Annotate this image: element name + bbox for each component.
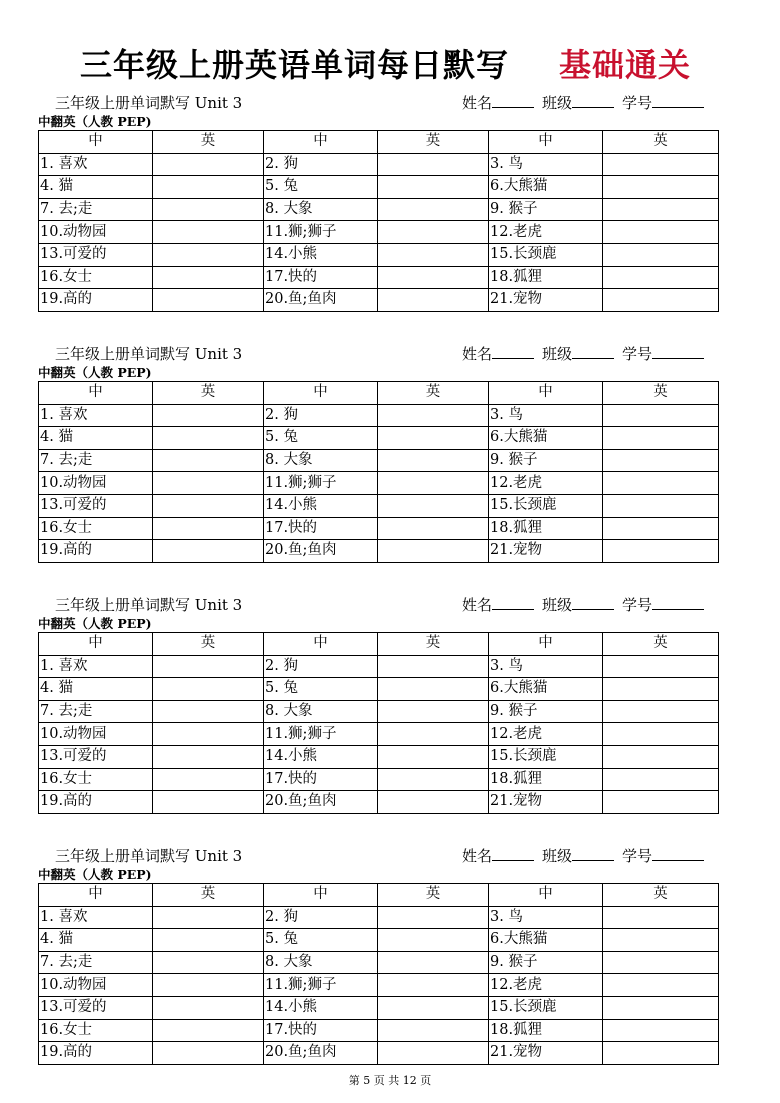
- column-header: 中: [39, 131, 153, 154]
- table-row: [39, 266, 719, 289]
- english-answer-cell[interactable]: [378, 517, 489, 540]
- chinese-word-cell: 4. 猫: [39, 929, 153, 952]
- worksheet-section: [38, 92, 718, 312]
- english-answer-cell[interactable]: [378, 221, 489, 244]
- column-header: 中: [39, 884, 153, 907]
- chinese-word-cell: 17.快的: [264, 517, 378, 540]
- table-row: [39, 472, 719, 495]
- chinese-word-cell: 13.可爱的: [39, 494, 153, 517]
- table-row: [39, 906, 719, 929]
- table-header-row: [39, 131, 719, 154]
- table-row: [39, 153, 719, 176]
- english-answer-cell[interactable]: [603, 655, 719, 678]
- english-answer-cell[interactable]: [378, 472, 489, 495]
- english-answer-cell[interactable]: [378, 449, 489, 472]
- table-header-row: [39, 633, 719, 656]
- english-answer-cell[interactable]: [603, 723, 719, 746]
- chinese-word-cell: 14.小熊: [264, 494, 378, 517]
- english-answer-cell[interactable]: [603, 176, 719, 199]
- table-row: [39, 1019, 719, 1042]
- english-answer-cell[interactable]: [603, 517, 719, 540]
- chinese-word-cell: 16.女士: [39, 1019, 153, 1042]
- table-header-row: [39, 382, 719, 405]
- chinese-word-cell: 11.狮;狮子: [264, 723, 378, 746]
- chinese-word-cell: 2. 狗: [264, 153, 378, 176]
- chinese-word-cell: 12.老虎: [489, 221, 603, 244]
- chinese-word-cell: 13.可爱的: [39, 243, 153, 266]
- english-answer-cell[interactable]: [378, 906, 489, 929]
- table-row: [39, 427, 719, 450]
- chinese-word-cell: 18.狐狸: [489, 1019, 603, 1042]
- english-answer-cell[interactable]: [603, 472, 719, 495]
- section-subtitle: 中翻英（人教 PEP): [38, 616, 152, 631]
- chinese-word-cell: 6.大熊猫: [489, 176, 603, 199]
- column-header: 中: [264, 633, 378, 656]
- chinese-word-cell: 14.小熊: [264, 745, 378, 768]
- english-answer-cell[interactable]: [603, 289, 719, 312]
- english-answer-cell[interactable]: [603, 1042, 719, 1065]
- chinese-word-cell: 17.快的: [264, 266, 378, 289]
- chinese-word-cell: 9. 猴子: [489, 198, 603, 221]
- student-info-fields: [462, 594, 704, 615]
- worksheet-section: [38, 343, 718, 563]
- section-header: [38, 594, 718, 616]
- english-answer-cell[interactable]: [153, 198, 264, 221]
- chinese-word-cell: 1. 喜欢: [39, 404, 153, 427]
- chinese-word-cell: 15.长颈鹿: [489, 745, 603, 768]
- english-answer-cell[interactable]: [378, 655, 489, 678]
- english-answer-cell[interactable]: [603, 745, 719, 768]
- section-header: [38, 845, 718, 867]
- chinese-word-cell: 9. 猴子: [489, 951, 603, 974]
- name-field[interactable]: [492, 93, 534, 108]
- english-answer-cell[interactable]: [153, 723, 264, 746]
- english-answer-cell[interactable]: [153, 1019, 264, 1042]
- class-label: 班级: [542, 847, 573, 865]
- chinese-word-cell: 18.狐狸: [489, 517, 603, 540]
- column-header: 英: [378, 633, 489, 656]
- english-answer-cell[interactable]: [378, 700, 489, 723]
- english-answer-cell[interactable]: [603, 221, 719, 244]
- english-answer-cell[interactable]: [378, 153, 489, 176]
- english-answer-cell[interactable]: [378, 951, 489, 974]
- chinese-word-cell: 15.长颈鹿: [489, 243, 603, 266]
- english-answer-cell[interactable]: [603, 404, 719, 427]
- chinese-word-cell: 13.可爱的: [39, 745, 153, 768]
- english-answer-cell[interactable]: [153, 791, 264, 814]
- chinese-word-cell: 15.长颈鹿: [489, 996, 603, 1019]
- column-header: 英: [153, 131, 264, 154]
- english-answer-cell[interactable]: [153, 996, 264, 1019]
- english-answer-cell[interactable]: [153, 449, 264, 472]
- chinese-word-cell: 9. 猴子: [489, 700, 603, 723]
- column-header: 中: [39, 382, 153, 405]
- english-answer-cell[interactable]: [153, 540, 264, 563]
- table-row: [39, 198, 719, 221]
- table-header-row: [39, 884, 719, 907]
- section-subtitle: 中翻英（人教 PEP): [38, 365, 152, 380]
- english-answer-cell[interactable]: [378, 266, 489, 289]
- english-answer-cell[interactable]: [378, 494, 489, 517]
- column-header: 中: [264, 131, 378, 154]
- chinese-word-cell: 4. 猫: [39, 678, 153, 701]
- table-row: [39, 723, 719, 746]
- chinese-word-cell: 5. 兔: [264, 427, 378, 450]
- chinese-word-cell: 19.高的: [39, 289, 153, 312]
- english-answer-cell[interactable]: [603, 1019, 719, 1042]
- section-header: [38, 92, 718, 114]
- chinese-word-cell: 13.可爱的: [39, 996, 153, 1019]
- name-label: 姓名: [462, 345, 493, 363]
- class-label: 班级: [542, 94, 573, 112]
- chinese-word-cell: 19.高的: [39, 791, 153, 814]
- number-field[interactable]: [652, 595, 704, 610]
- chinese-word-cell: 16.女士: [39, 768, 153, 791]
- english-answer-cell[interactable]: [603, 153, 719, 176]
- section-header: [38, 343, 718, 365]
- column-header: 中: [264, 884, 378, 907]
- chinese-word-cell: 18.狐狸: [489, 266, 603, 289]
- chinese-word-cell: 8. 大象: [264, 449, 378, 472]
- class-field[interactable]: [572, 93, 614, 108]
- english-answer-cell[interactable]: [153, 243, 264, 266]
- vocabulary-table: [38, 883, 719, 1065]
- table-row: [39, 289, 719, 312]
- number-label: 学号: [622, 847, 653, 865]
- english-answer-cell[interactable]: [378, 404, 489, 427]
- table-row: [39, 176, 719, 199]
- chinese-word-cell: 6.大熊猫: [489, 929, 603, 952]
- chinese-word-cell: 17.快的: [264, 1019, 378, 1042]
- column-header: 英: [153, 633, 264, 656]
- name-label: 姓名: [462, 596, 493, 614]
- chinese-word-cell: 11.狮;狮子: [264, 221, 378, 244]
- table-row: [39, 540, 719, 563]
- column-header: 英: [603, 131, 719, 154]
- english-answer-cell[interactable]: [153, 427, 264, 450]
- table-row: [39, 996, 719, 1019]
- table-row: [39, 655, 719, 678]
- column-header: 英: [378, 382, 489, 405]
- chinese-word-cell: 8. 大象: [264, 700, 378, 723]
- english-answer-cell[interactable]: [153, 472, 264, 495]
- table-row: [39, 700, 719, 723]
- english-answer-cell[interactable]: [378, 791, 489, 814]
- chinese-word-cell: 7. 去;走: [39, 449, 153, 472]
- chinese-word-cell: 20.鱼;鱼肉: [264, 289, 378, 312]
- english-answer-cell[interactable]: [153, 655, 264, 678]
- chinese-word-cell: 11.狮;狮子: [264, 472, 378, 495]
- english-answer-cell[interactable]: [378, 540, 489, 563]
- chinese-word-cell: 10.动物园: [39, 221, 153, 244]
- chinese-word-cell: 5. 兔: [264, 678, 378, 701]
- english-answer-cell[interactable]: [378, 198, 489, 221]
- english-answer-cell[interactable]: [378, 678, 489, 701]
- chinese-word-cell: 4. 猫: [39, 176, 153, 199]
- english-answer-cell[interactable]: [153, 221, 264, 244]
- column-header: 中: [489, 382, 603, 405]
- name-field[interactable]: [492, 846, 534, 861]
- page-footer: 第 5 页 共 12 页: [348, 1074, 432, 1087]
- english-answer-cell[interactable]: [153, 289, 264, 312]
- chinese-word-cell: 8. 大象: [264, 951, 378, 974]
- english-answer-cell[interactable]: [603, 243, 719, 266]
- english-answer-cell[interactable]: [153, 153, 264, 176]
- chinese-word-cell: 2. 狗: [264, 655, 378, 678]
- number-label: 学号: [622, 345, 653, 363]
- english-answer-cell[interactable]: [378, 243, 489, 266]
- english-answer-cell[interactable]: [153, 951, 264, 974]
- english-answer-cell[interactable]: [603, 951, 719, 974]
- section-subtitle: 中翻英（人教 PEP): [38, 114, 152, 129]
- english-answer-cell[interactable]: [378, 974, 489, 997]
- column-header: 中: [264, 382, 378, 405]
- chinese-word-cell: 18.狐狸: [489, 768, 603, 791]
- column-header: 中: [39, 633, 153, 656]
- chinese-word-cell: 21.宠物: [489, 289, 603, 312]
- chinese-word-cell: 20.鱼;鱼肉: [264, 1042, 378, 1065]
- name-label: 姓名: [462, 847, 493, 865]
- section-title: 三年级上册单词默写 Unit 3: [55, 345, 243, 363]
- number-label: 学号: [622, 94, 653, 112]
- english-answer-cell[interactable]: [153, 906, 264, 929]
- english-answer-cell[interactable]: [603, 974, 719, 997]
- english-answer-cell[interactable]: [603, 700, 719, 723]
- vocabulary-table: [38, 632, 719, 814]
- chinese-word-cell: 14.小熊: [264, 243, 378, 266]
- number-field[interactable]: [652, 93, 704, 108]
- class-field[interactable]: [572, 595, 614, 610]
- table-row: [39, 494, 719, 517]
- class-field[interactable]: [572, 846, 614, 861]
- table-row: [39, 449, 719, 472]
- name-field[interactable]: [492, 344, 534, 359]
- table-row: [39, 517, 719, 540]
- english-answer-cell[interactable]: [603, 929, 719, 952]
- section-title: 三年级上册单词默写 Unit 3: [55, 847, 243, 865]
- table-row: [39, 404, 719, 427]
- chinese-word-cell: 10.动物园: [39, 723, 153, 746]
- english-answer-cell[interactable]: [603, 427, 719, 450]
- chinese-word-cell: 10.动物园: [39, 472, 153, 495]
- chinese-word-cell: 12.老虎: [489, 974, 603, 997]
- english-answer-cell[interactable]: [153, 176, 264, 199]
- column-header: 英: [603, 633, 719, 656]
- chinese-word-cell: 1. 喜欢: [39, 655, 153, 678]
- chinese-word-cell: 7. 去;走: [39, 951, 153, 974]
- column-header: 英: [603, 884, 719, 907]
- chinese-word-cell: 14.小熊: [264, 996, 378, 1019]
- english-answer-cell[interactable]: [153, 1042, 264, 1065]
- chinese-word-cell: 12.老虎: [489, 723, 603, 746]
- table-row: [39, 791, 719, 814]
- english-answer-cell[interactable]: [378, 768, 489, 791]
- number-label: 学号: [622, 596, 653, 614]
- chinese-word-cell: 12.老虎: [489, 472, 603, 495]
- english-answer-cell[interactable]: [153, 700, 264, 723]
- chinese-word-cell: 21.宠物: [489, 1042, 603, 1065]
- chinese-word-cell: 19.高的: [39, 1042, 153, 1065]
- title-highlight: 基础通关: [559, 46, 692, 84]
- english-answer-cell[interactable]: [378, 289, 489, 312]
- chinese-word-cell: 20.鱼;鱼肉: [264, 540, 378, 563]
- english-answer-cell[interactable]: [153, 266, 264, 289]
- chinese-word-cell: 3. 鸟: [489, 906, 603, 929]
- english-answer-cell[interactable]: [378, 427, 489, 450]
- english-answer-cell[interactable]: [603, 494, 719, 517]
- english-answer-cell[interactable]: [603, 198, 719, 221]
- table-row: [39, 1042, 719, 1065]
- vocabulary-table: [38, 381, 719, 563]
- chinese-word-cell: 20.鱼;鱼肉: [264, 791, 378, 814]
- english-answer-cell[interactable]: [153, 678, 264, 701]
- number-field[interactable]: [652, 344, 704, 359]
- table-row: [39, 768, 719, 791]
- english-answer-cell[interactable]: [603, 540, 719, 563]
- column-header: 中: [489, 884, 603, 907]
- column-header: 英: [378, 884, 489, 907]
- english-answer-cell[interactable]: [378, 176, 489, 199]
- chinese-word-cell: 10.动物园: [39, 974, 153, 997]
- english-answer-cell[interactable]: [153, 745, 264, 768]
- english-answer-cell[interactable]: [603, 768, 719, 791]
- chinese-word-cell: 7. 去;走: [39, 700, 153, 723]
- chinese-word-cell: 2. 狗: [264, 906, 378, 929]
- chinese-word-cell: 6.大熊猫: [489, 678, 603, 701]
- vocabulary-table: [38, 130, 719, 312]
- chinese-word-cell: 16.女士: [39, 517, 153, 540]
- chinese-word-cell: 15.长颈鹿: [489, 494, 603, 517]
- chinese-word-cell: 21.宠物: [489, 791, 603, 814]
- worksheet-section: [38, 594, 718, 814]
- english-answer-cell[interactable]: [153, 404, 264, 427]
- english-answer-cell[interactable]: [603, 906, 719, 929]
- chinese-word-cell: 3. 鸟: [489, 404, 603, 427]
- english-answer-cell[interactable]: [603, 266, 719, 289]
- section-subtitle: 中翻英（人教 PEP): [38, 867, 152, 882]
- english-answer-cell[interactable]: [603, 678, 719, 701]
- english-answer-cell[interactable]: [153, 494, 264, 517]
- english-answer-cell[interactable]: [603, 449, 719, 472]
- class-label: 班级: [542, 596, 573, 614]
- column-header: 英: [153, 382, 264, 405]
- english-answer-cell[interactable]: [378, 996, 489, 1019]
- english-answer-cell[interactable]: [378, 745, 489, 768]
- english-answer-cell[interactable]: [153, 517, 264, 540]
- english-answer-cell[interactable]: [603, 996, 719, 1019]
- english-answer-cell[interactable]: [153, 768, 264, 791]
- class-label: 班级: [542, 345, 573, 363]
- english-answer-cell[interactable]: [378, 1019, 489, 1042]
- column-header: 中: [489, 633, 603, 656]
- chinese-word-cell: 11.狮;狮子: [264, 974, 378, 997]
- chinese-word-cell: 2. 狗: [264, 404, 378, 427]
- chinese-word-cell: 16.女士: [39, 266, 153, 289]
- english-answer-cell[interactable]: [378, 723, 489, 746]
- section-title: 三年级上册单词默写 Unit 3: [55, 94, 243, 112]
- chinese-word-cell: 19.高的: [39, 540, 153, 563]
- student-info-fields: [462, 92, 704, 113]
- chinese-word-cell: 17.快的: [264, 768, 378, 791]
- chinese-word-cell: 3. 鸟: [489, 655, 603, 678]
- chinese-word-cell: 4. 猫: [39, 427, 153, 450]
- column-header: 英: [378, 131, 489, 154]
- student-info-fields: [462, 845, 704, 866]
- class-field[interactable]: [572, 344, 614, 359]
- english-answer-cell[interactable]: [378, 929, 489, 952]
- main-title: [0, 40, 780, 86]
- english-answer-cell[interactable]: [153, 974, 264, 997]
- table-row: [39, 974, 719, 997]
- chinese-word-cell: 8. 大象: [264, 198, 378, 221]
- number-field[interactable]: [652, 846, 704, 861]
- column-header: 中: [489, 131, 603, 154]
- english-answer-cell[interactable]: [378, 1042, 489, 1065]
- chinese-word-cell: 1. 喜欢: [39, 906, 153, 929]
- column-header: 英: [153, 884, 264, 907]
- chinese-word-cell: 7. 去;走: [39, 198, 153, 221]
- table-row: [39, 243, 719, 266]
- table-row: [39, 951, 719, 974]
- table-row: [39, 745, 719, 768]
- name-label: 姓名: [462, 94, 493, 112]
- chinese-word-cell: 3. 鸟: [489, 153, 603, 176]
- chinese-word-cell: 9. 猴子: [489, 449, 603, 472]
- table-row: [39, 221, 719, 244]
- student-info-fields: [462, 343, 704, 364]
- title-main: 三年级上册英语单词每日默写: [80, 46, 510, 84]
- column-header: 英: [603, 382, 719, 405]
- chinese-word-cell: 5. 兔: [264, 929, 378, 952]
- section-title: 三年级上册单词默写 Unit 3: [55, 596, 243, 614]
- name-field[interactable]: [492, 595, 534, 610]
- english-answer-cell[interactable]: [603, 791, 719, 814]
- table-row: [39, 678, 719, 701]
- chinese-word-cell: 1. 喜欢: [39, 153, 153, 176]
- english-answer-cell[interactable]: [153, 929, 264, 952]
- worksheet-section: [38, 845, 718, 1065]
- table-row: [39, 929, 719, 952]
- chinese-word-cell: 5. 兔: [264, 176, 378, 199]
- chinese-word-cell: 21.宠物: [489, 540, 603, 563]
- chinese-word-cell: 6.大熊猫: [489, 427, 603, 450]
